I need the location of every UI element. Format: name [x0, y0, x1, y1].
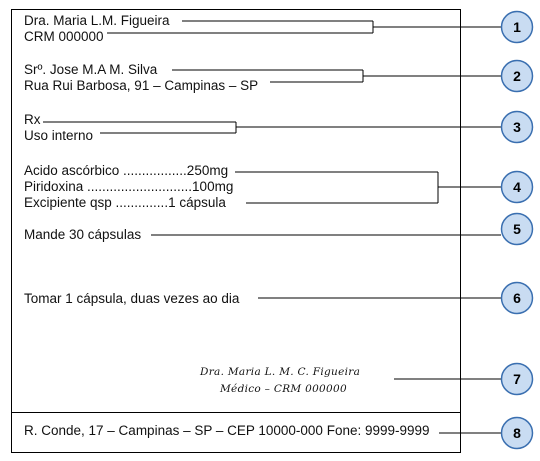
- ingredient-1: Acido ascórbico .................250mg: [24, 163, 229, 178]
- patient-address: Rua Rui Barbosa, 91 – Campinas – SP: [24, 78, 259, 93]
- doctor-crm: CRM 000000: [24, 29, 104, 44]
- callout-badges: [502, 12, 533, 449]
- callout-number: 8: [513, 425, 521, 441]
- callout-badge-2: [502, 61, 533, 92]
- callout-badge-4: [502, 172, 533, 203]
- callout-badge-3: [502, 112, 533, 143]
- callout-badge-1: [502, 12, 533, 43]
- callout-number: 4: [513, 179, 521, 195]
- patient-name: Srº. Jose M.A M. Silva: [24, 62, 158, 77]
- callout-badge-5: [502, 214, 533, 245]
- callout-badge-6: [502, 283, 533, 314]
- rx-label: Rx: [24, 112, 41, 127]
- callout-number: 7: [513, 371, 521, 387]
- callout-number: 5: [513, 221, 521, 237]
- ingredient-3: Excipiente qsp ..............1 cápsula: [24, 195, 226, 210]
- callout-badge-7: [502, 364, 533, 395]
- callout-number: 3: [513, 119, 521, 135]
- callout-number: 1: [513, 19, 521, 35]
- doctor-name: Dra. Maria L.M. Figueira: [24, 13, 170, 28]
- callout-number: 2: [513, 68, 521, 84]
- quantity-text: Mande 30 cápsulas: [24, 227, 142, 242]
- ingredient-2: Piridoxina ............................100mg: [24, 179, 234, 194]
- footer-address: R. Conde, 17 – Campinas – SP – CEP 10000-000 Fone: 9999-9999: [24, 423, 430, 438]
- usage-label: Uso interno: [24, 128, 94, 143]
- signature-name: Dra. Maria L. M. C. Figueira: [200, 366, 361, 378]
- callout-badge-8: [502, 418, 533, 449]
- callout-number: 6: [513, 290, 521, 306]
- signature-title: Médico – CRM 000000: [220, 383, 347, 395]
- dosage-text: Tomar 1 cápsula, duas vezes ao dia: [24, 291, 240, 306]
